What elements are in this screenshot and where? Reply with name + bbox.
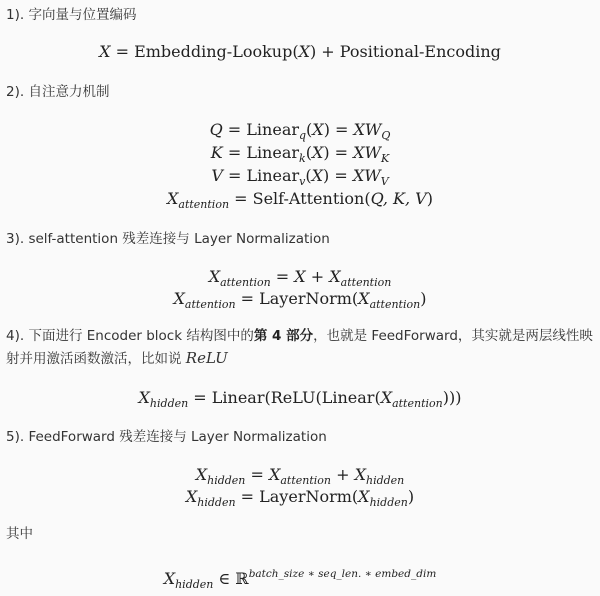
- section-3-heading: 3). self-attention 残差连接与 Layer Normalization: [6, 231, 330, 247]
- section-5-heading: 5). FeedForward 残差连接与 Layer Normalization: [6, 429, 327, 445]
- equation-self-attention: $X_{attention}$ = Self-Attention(Q, K, V): [167, 189, 433, 211]
- section-6-heading: 其中: [6, 526, 33, 542]
- equation-v: V = Linear$_v$(X) = $XW_V$: [211, 166, 389, 188]
- equation-residual-attention: $X_{attention} = X + X_{attention}$: [208, 267, 392, 289]
- equation-dimension: $X_{hidden}$ ∈ ℝ$^{batch\_size ∗ seq\_len. ∗ embed\_dim}$: [163, 568, 437, 591]
- section-4-heading: 4). 下面进行 Encoder block 结构图中的第 4 部分，也就是 FeedForward，其实就是两层线性映射并用激活函数激活，比如说 ReLU: [6, 328, 593, 367]
- equation-embedding: X = Embedding-Lookup(X) + Positional-Encoding: [99, 42, 501, 61]
- relu-math: ReLU: [185, 349, 228, 367]
- equation-layernorm-hidden: $X_{hidden}$ = $LayerNorm(X_{hidden})$: [185, 487, 415, 509]
- section-2-heading: 2). 自注意力机制: [6, 84, 110, 100]
- equation-feedforward: $X_{hidden}$ = $Linear(ReLU(Linear(X_{attention})))$: [138, 388, 462, 410]
- equation-k: K = Linear$_k$(X) = $XW_K$: [210, 143, 390, 165]
- equation-residual-hidden: $X_{hidden} = X_{attention} + X_{hidden}$: [195, 465, 405, 487]
- section-4-bold: 第 4 部分: [253, 328, 314, 344]
- equation-layernorm-attention: $X_{attention}$ = $LayerNorm(X_{attention})$: [173, 289, 427, 311]
- equation-q: Q = Linear$_q$(X) = $XW_Q$: [209, 120, 391, 142]
- section-1-heading: 1). 字向量与位置编码: [6, 7, 137, 23]
